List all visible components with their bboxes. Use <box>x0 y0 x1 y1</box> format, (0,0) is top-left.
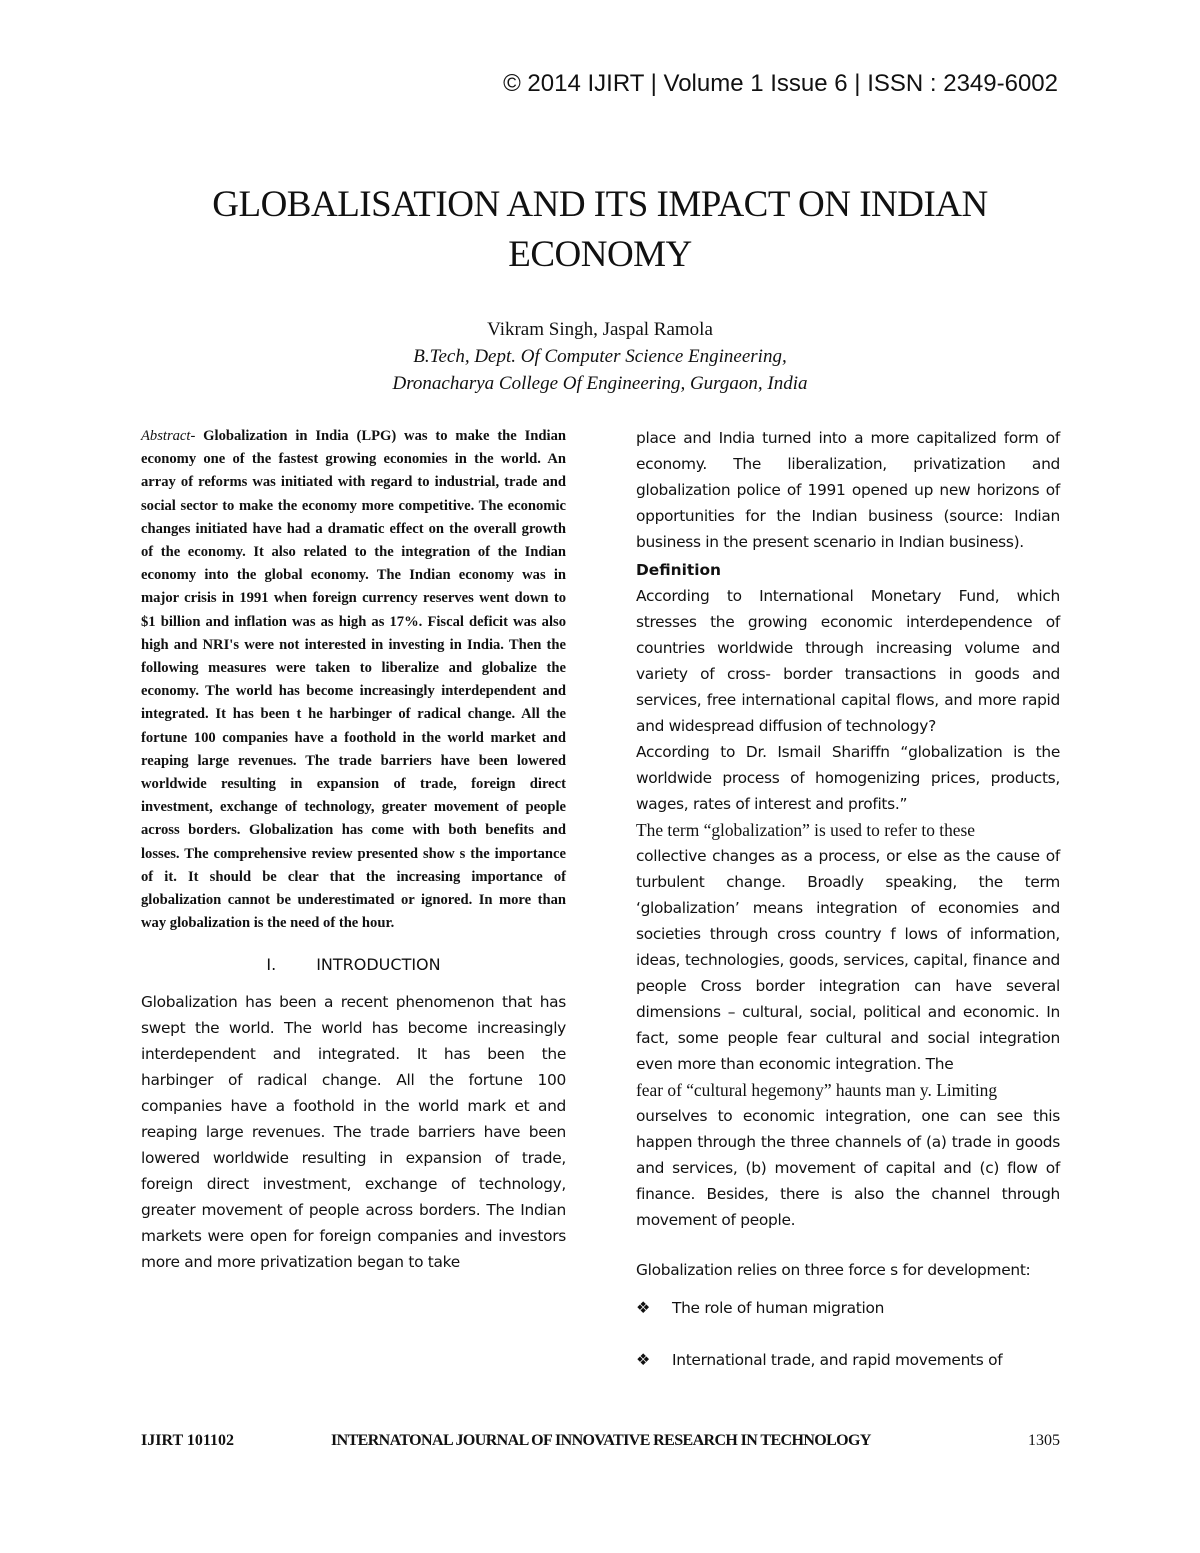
right-column <box>636 425 1060 1399</box>
introduction-paragraph: Globalization has been a recent phenomenon that has swept the world. The world has become increasingly interdependent and integrated. It has been the harbinger of radical change. All the fortune 100 companies have a foothold in the world mark et and reaping large revenues. The trade barriers have been lowered worldwide resulting in expansion of trade, foreign direct investment, exchange of technology, greater movement of people across borders. The Indian markets were open for foreign companies and investors more and more privatization began to take <box>141 993 566 1272</box>
diamond-bullet-icon: ❖ <box>636 1298 651 1317</box>
diamond-bullet-icon: ❖ <box>636 1350 651 1369</box>
forces-intro: Globalization relies on three force s for development: <box>636 1261 1031 1279</box>
left-column <box>141 425 566 1275</box>
paragraph-gap <box>636 1233 1060 1257</box>
affiliation-line-1: B.Tech, Dept. Of Computer Science Engineering, <box>413 346 787 367</box>
abstract-text: Globalization in India (LPG) was to make the Indian economy one of the fastest growing economies in the world. An array of reforms was initiated with regard to industrial, trade and social sector to make the economy more competitive. The economic changes initiated have had a dramatic effect on the overall growth of the economy. It also related to the integration of the Indian economy into the global economy. The Indian economy was in major crisis in 1991 when foreign currency reserves went down to $1 billion and inflation was as high as 17%. Fiscal deficit was also high and NRI's were not interested in investing in India. Then the following measures were taken to liberalize and globalize the economy. The world has become increasingly interdependent and integrated. It has been t he harbinger of radical change. All the fortune 100 companies have a foothold in the world market and reaping large revenues. The trade barriers have been lowered worldwide resulting in expansion of trade, foreign direct investment, exchange of technology, greater movement of people across borders. Globalization has come with both benefits and losses. The comprehensive review presented show s the importance of it. It should be clear that the increasing importance of globalization cannot be underestimated or ignored. In more than way globalization is the need of the hour. <box>141 428 566 932</box>
definition-shariff-paragraph: According to Dr. Ismail Shariffn “globalization is the worldwide process of homogenizing prices, products, wages, rates of interest and profits.” <box>636 743 1060 813</box>
section-title: INTRODUCTION <box>316 955 441 975</box>
hegemony-line: fear of “cultural hegemony” haunts man y. Limiting <box>636 1080 998 1100</box>
definition-heading: Definition <box>636 561 722 579</box>
journal-header: © 2014 IJIRT | Volume 1 Issue 6 | ISSN : 2349-6002 <box>503 70 1058 97</box>
paper-title <box>100 180 1100 280</box>
abstract-label: Abstract- <box>141 428 196 444</box>
introduction-continuation: place and India turned into a more capitalized form of economy. The liberalization, privatization and globalization police of 1991 opened up new horizons of opportunities for the Indian business (source: Indian business in the present scenario in Indian business). <box>636 429 1060 551</box>
affiliation-line-2: Dronacharya College Of Engineering, Gurgaon, India <box>392 373 808 394</box>
paper-title-line-1: GLOBALISATION AND ITS IMPACT ON INDIAN <box>212 184 988 225</box>
page-footer <box>141 1432 1060 1460</box>
term-lead-line: The term “globalization” is used to refer to these <box>636 820 975 840</box>
author-block <box>200 316 1000 397</box>
term-paragraph: collective changes as a process, or else as the cause of turbulent change. Broadly speaking, the term ‘globalization’ means integration of economies and societies through cross country f lows of information, ideas, technologies, goods, services, capital, finance and people Cross border integration can have several dimensions – cultural, social, political and economic. In fact, some people fear cultural and social integration even more than economic integration. The <box>636 847 1060 1073</box>
abstract <box>141 425 566 935</box>
list-item <box>636 1295 1060 1321</box>
section-heading-introduction <box>141 953 566 977</box>
forces-list <box>636 1295 1060 1373</box>
definition-imf-paragraph: According to International Monetary Fund, which stresses the growing economic interdependence of countries worldwide through increasing volume and variety of cross- border transactions in goods and services, free international capital flows, and more rapid and widespread diffusion of technology? <box>636 587 1060 735</box>
footer-page-number: 1305 <box>1028 1432 1060 1449</box>
list-item <box>636 1347 1060 1373</box>
footer-paper-id: IJIRT 101102 <box>141 1432 234 1449</box>
channels-paragraph: ourselves to economic integration, one can see this happen through the three channels of (a) trade in goods and services, (b) movement of capital and (c) flow of finance. Besides, there is also the channel through movement of people. <box>636 1107 1060 1229</box>
paper-title-line-2: ECONOMY <box>508 234 692 275</box>
section-number: I. <box>266 955 277 975</box>
list-item-text: The role of human migration <box>672 1299 885 1317</box>
author-names: Vikram Singh, Jaspal Ramola <box>487 319 713 340</box>
footer-journal-name: INTERNATONAL JOURNAL OF INNOVATIVE RESEARCH IN TECHNOLOGY <box>331 1432 871 1449</box>
list-item-text: International trade, and rapid movements of <box>672 1351 1003 1369</box>
